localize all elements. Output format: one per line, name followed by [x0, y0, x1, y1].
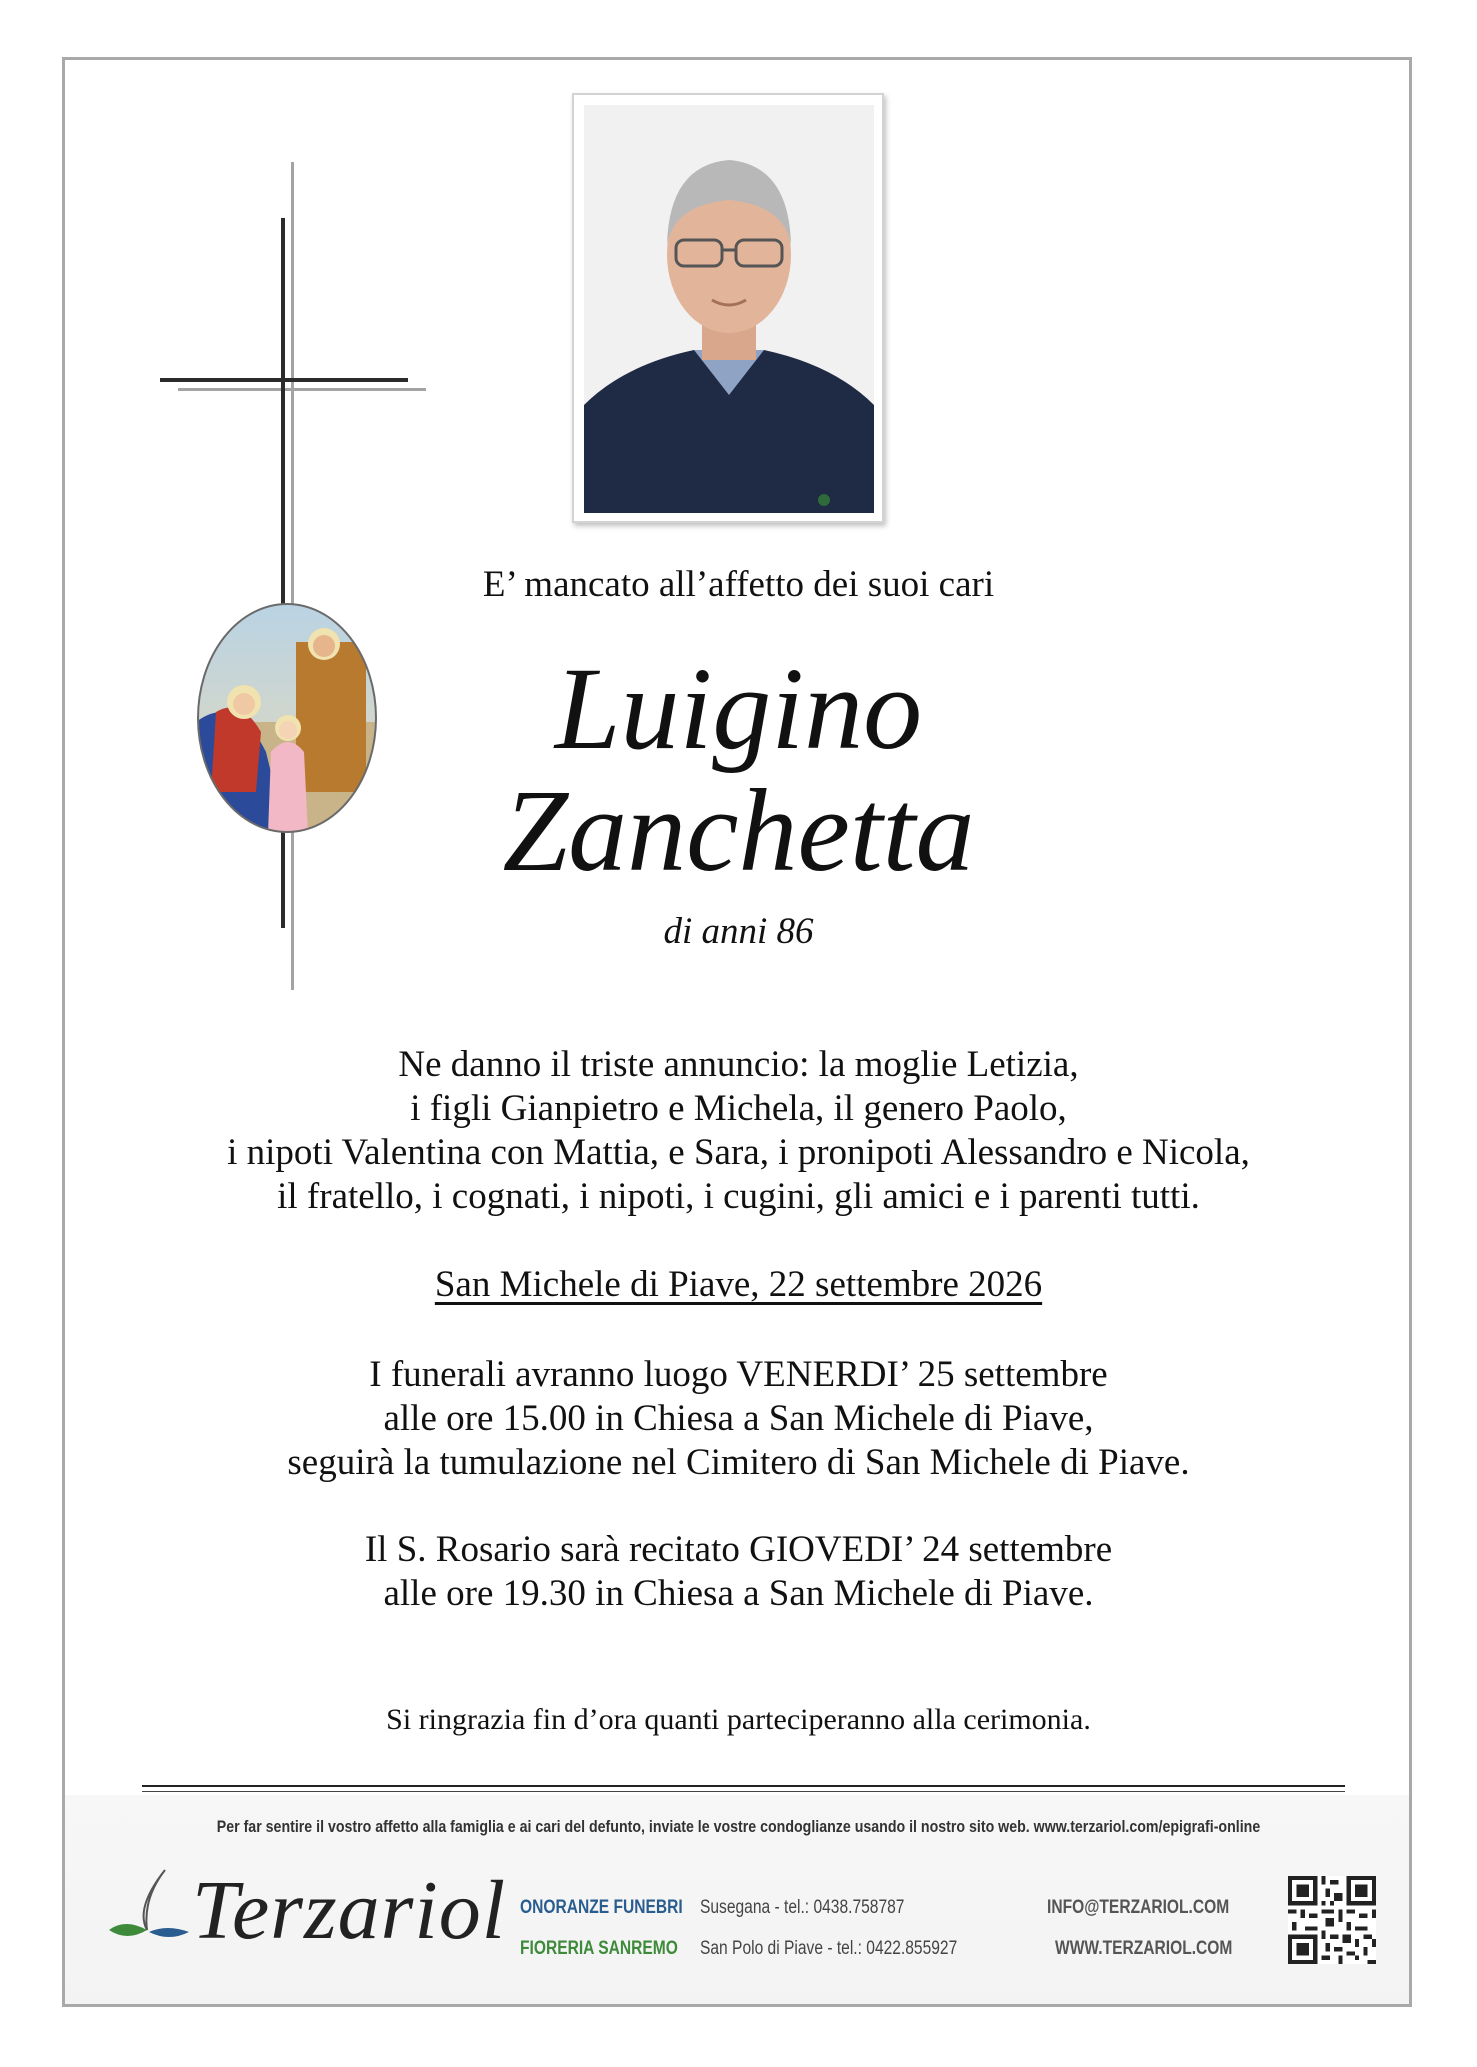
footer-note: Per far sentire il vostro affetto alla famiglia e ai cari del defunto, inviate le vostre condoglianze usando il nostro sito web. www.terzariol.com/epigrafi-online [216, 1818, 1261, 1836]
terzariol-logo-text: Terzariol [192, 1864, 507, 1957]
intro-line: E’ mancato all’affetto dei suoi cari [482, 564, 995, 605]
announcement-block [0, 1043, 1477, 1219]
first-name: Luigino [554, 643, 923, 774]
qr-code [1288, 1876, 1376, 1964]
portrait-image [584, 105, 874, 513]
san-polo-phone: San Polo di Piave - tel.: 0422.855927 [700, 1938, 958, 1959]
rosary-line: alle ore 19.30 in Chiesa a San Michele di Piave. [383, 1573, 1094, 1614]
announcement-line: Ne danno il triste annuncio: la moglie Letizia, [398, 1044, 1079, 1085]
onoranze-funebri-label: ONORANZE FUNEBRI [520, 1897, 683, 1918]
portrait-photo [572, 93, 884, 523]
funeral-line: I funerali avranno luogo VENERDI’ 25 settembre [369, 1354, 1108, 1395]
funeral-line: alle ore 15.00 in Chiesa a San Michele di Piave, [383, 1398, 1094, 1439]
age-line: di anni 86 [663, 911, 814, 952]
last-name: Zanchetta [502, 765, 975, 896]
divider [142, 1785, 1345, 1787]
cross-icon-horizontal-grey [178, 388, 426, 391]
terzariol-logo-icon [105, 1868, 195, 1958]
funeral-block [0, 1353, 1477, 1485]
announcement-line: il fratello, i cognati, i nipoti, i cugini, gli amici e i parenti tutti. [277, 1176, 1200, 1217]
funeral-line: seguirà la tumulazione nel Cimitero di San Michele di Piave. [287, 1442, 1190, 1483]
website-link[interactable]: WWW.TERZARIOL.COM [1055, 1938, 1233, 1959]
thanks-line: Si ringrazia fin d’ora quanti parteciperanno alla cerimonia. [386, 1703, 1091, 1736]
email-link[interactable]: INFO@TERZARIOL.COM [1047, 1897, 1230, 1918]
rosary-line: Il S. Rosario sarà recitato GIOVEDI’ 24 settembre [364, 1529, 1113, 1570]
announcement-line: i figli Gianpietro e Michela, il genero Paolo, [410, 1088, 1067, 1129]
susegana-phone: Susegana - tel.: 0438.758787 [700, 1897, 905, 1918]
rosary-block [0, 1528, 1477, 1616]
place-date: San Michele di Piave, 22 settembre 2026 [434, 1264, 1043, 1305]
fioreria-label: FIORERIA SANREMO [520, 1938, 678, 1959]
cross-icon-horizontal [160, 378, 408, 382]
announcement-line: i nipoti Valentina con Mattia, e Sara, i pronipoti Alessandro e Nicola, [227, 1132, 1250, 1173]
divider [142, 1791, 1345, 1792]
